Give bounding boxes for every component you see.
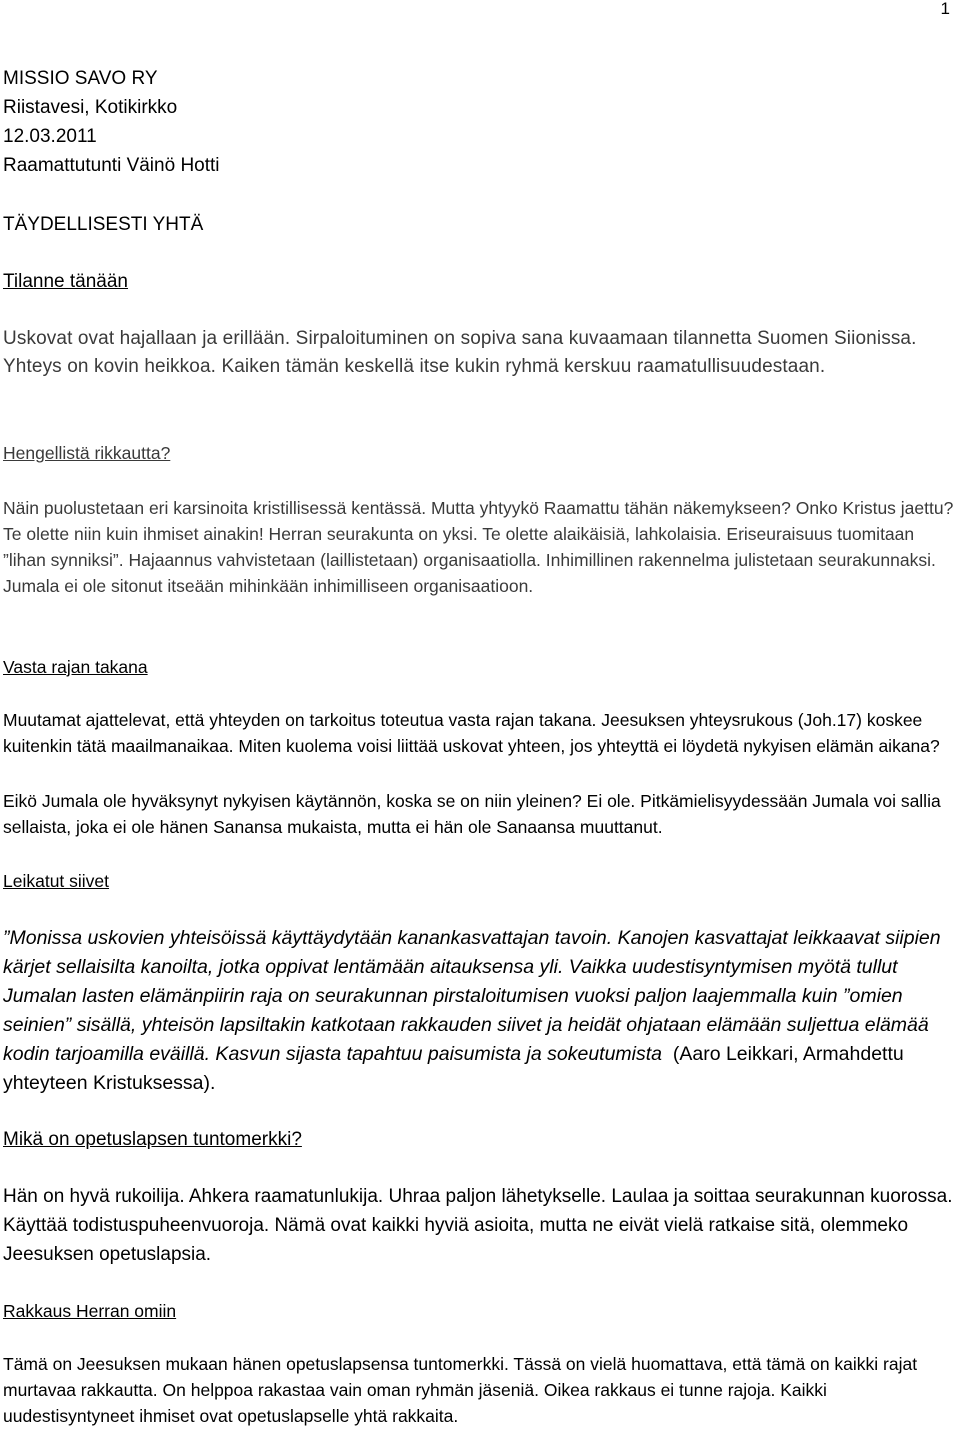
- section-text-rikkautta: Näin puolustetaan eri karsinoita kristillisessä kentässä. Mutta yhtyykö Raamattu tähän näkemykseen? Onko Kristus jaettu? Te olette niin kuin ihmiset ainakin! Herran seurakunta on yksi. Te olette alaikäisiä, lahkolaisia. Eriseuraisuus tuomitaan ”lihan synniksi”. Hajaannus vahvistetaan (laillistetaan) organisaatiolla. Inhimillinen rakennelma julistetaan seurakunnaksi. Jumala ei ole sitonut itseään mihinkään inhimilliseen organisaatioon.: [3, 498, 954, 596]
- location: Riistavesi, Kotikirkko: [3, 97, 178, 118]
- section-text-tilanne: Uskovat ovat hajallaan ja erillään. Sirpaloituminen on sopiva sana kuvaamaan tilannetta Suomen Siionissa. Yhteys on kovin heikkoa. Kaiken tämän keskellä itse kukin ryhmä kerskuu raamatullisuudestaan.: [3, 328, 917, 377]
- quote-text: ”Monissa uskovien yhteisöissä käyttäydytään kanankasvattajan tavoin. Kanojen kasvattajat leikkaavat siipien kärjet sellaisilta kanoilta, jotka oppivat lentämään aitauksensa yli. Vaikka uudestisyntymisen myötä tullut Jumalan lasten elämänpiirin raja on seurakunnan pirstaloitumisen vuoksi paljon laajemmalla kuin ”omien seinien” sisällä, yhteisön lapsiltakin katkotaan rakkauden siivet ja heidät ohjataan elämään suljettua elämää kodin tarjoamilla eväillä. Kasvun sijasta tapahtuu paisumista ja sokeutumista: [3, 927, 941, 1065]
- section-heading-tuntomerkki: Mikä on opetuslapsen tuntomerkki?: [3, 1129, 302, 1150]
- section-heading-rakkaus: Rakkaus Herran omiin: [3, 1301, 177, 1321]
- date: 12.03.2011: [3, 126, 97, 147]
- page-number: 1: [940, 0, 950, 18]
- section-heading-rajan-takana: Vasta rajan takana: [3, 657, 148, 677]
- section-text-tuntomerkki: Hän on hyvä rukoilija. Ahkera raamatunlukija. Uhraa paljon lähetykselle. Laulaa ja soittaa seurakunnan kuorossa. Käyttää todistuspuheenvuoroja. Nämä ovat kaikki hyviä asioita, mutta ne eivät vielä ratkaise sitä, olemmeko Jeesuksen opetuslapsia.: [3, 1186, 953, 1265]
- section-heading-rikkautta: Hengellistä rikkautta?: [3, 443, 171, 463]
- section-text-rakkaus: Tämä on Jeesuksen mukaan hänen opetuslapsensa tuntomerkki. Tässä on vielä huomattava, että tämä on kaikki rajat murtavaa rakkautta. On helppoa rakastaa vain oman ryhmän jäseniä. Oikea rakkaus ei tunne rajoja. Kaikki uudestisyntyneet ihmiset ovat opetuslapselle yhtä rakkaita.: [3, 1354, 918, 1426]
- document-title: TÄYDELLISESTI YHTÄ: [3, 214, 204, 235]
- section-text-rajan-takana-2: Eikö Jumala ole hyväksynyt nykyisen käytännön, koska se on niin yleinen? Ei ole. Pitkämielisyydessään Jumala voi sallia sellaista, joka ei ole hänen Sanansa mukaista, mutta ei hän ole Sanaansa muuttanut.: [3, 791, 941, 837]
- org-name: MISSIO SAVO RY: [3, 68, 158, 89]
- document-header: [3, 64, 954, 180]
- section-quote-siivet: [3, 924, 954, 1098]
- event-title: Raamattutunti Väinö Hotti: [3, 155, 220, 176]
- section-text-rajan-takana: Muutamat ajattelevat, että yhteyden on tarkoitus toteutua vasta rajan takana. Jeesuksen yhteysrukous (Joh.17) koskee kuitenkin tätä maailmanaikaa. Miten kuolema voisi liittää uskovat yhteen, jos yhteyttä ei löydetä nykyisen elämän aikana?: [3, 710, 940, 756]
- section-heading-siivet: Leikatut siivet: [3, 871, 110, 891]
- quote-citation: (Aaro Leikkari, Armahdettu yhteyteen Kristuksessa).: [3, 1043, 904, 1094]
- section-heading-tilanne: Tilanne tänään: [3, 271, 129, 292]
